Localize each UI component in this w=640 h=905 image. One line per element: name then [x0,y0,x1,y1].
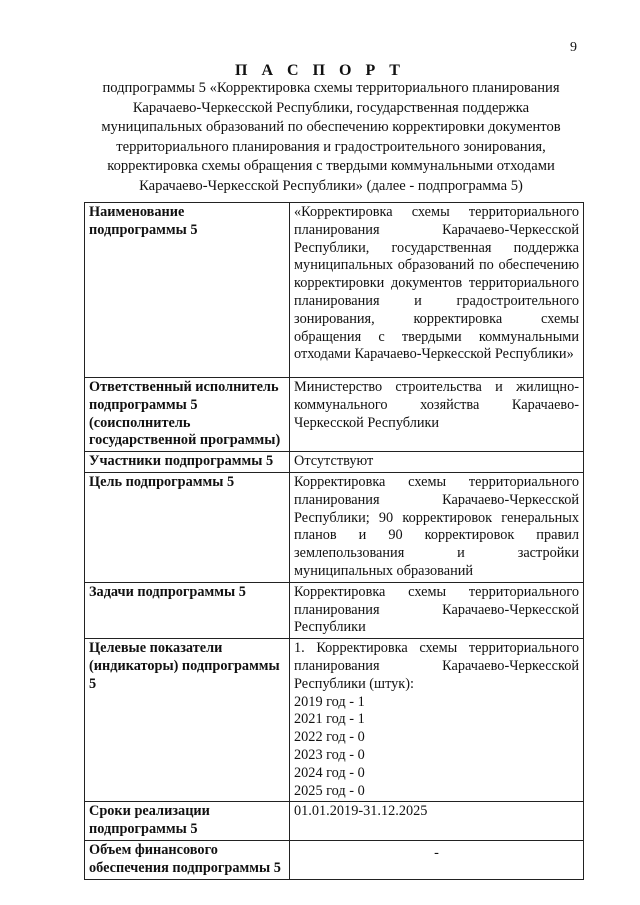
passport-table [84,202,584,880]
table-row-goal [85,472,584,582]
table-row-participants [85,452,584,473]
document-subtitle: подпрограммы 5 «Корректировка схемы территориального планирования Карачаево-Черкесской Республики, государственная поддержка муниципальных образований по обеспечению корректировки документов территориального планирования и градостроительного зонирования, корректировка схемы обращения с твердыми коммунальными отходами Карачаево-Черкесской Республики» (далее - подпрограмма 5) [101,80,561,194]
document-title: П А С П О Р Т [235,62,405,79]
row-value: Министерство строительства и жилищно-коммунального хозяйства Карачаево-Черкесской Республики [290,378,584,452]
table-row-name [85,203,584,378]
row-label: Объем финансового обеспечения подпрограммы 5 [85,840,290,879]
indicator-year: 2025 год - 0 [294,782,365,799]
indicator-year: 2019 год - 1 [294,693,365,710]
row-label: Наименование подпрограммы 5 [85,203,290,378]
table-row-tasks [85,582,584,638]
row-label: Ответственный исполнитель подпрограммы 5 (соисполнитель государственной программы) [85,378,290,452]
row-value [290,639,584,802]
indicator-year: 2023 год - 0 [294,746,365,763]
row-value: - [290,840,584,879]
table-row-funding [85,840,584,879]
indicator-year: 2021 год - 1 [294,711,365,728]
table-row-executor [85,378,584,452]
row-value: «Корректировка схемы территориального планирования Карачаево-Черкесской Республики, государственная поддержка муниципальных образований по обеспечению корректировки документов территориального планирования и градостроительного зонирования, корректировка схемы обращения с твердыми коммунальными отходами Карачаево-Черкесской Республики» [290,203,584,378]
row-label: Задачи подпрограммы 5 [85,582,290,638]
row-label: Целевые показатели (индикаторы) подпрограммы 5 [85,639,290,802]
row-value: Корректировка схемы территориального планирования Карачаево-Черкесской Республики; 90 корректировок генеральных планов и 90 корректировок правил землепользования и застройки муниципальных образований [290,472,584,582]
page-number: 9 [570,40,577,55]
row-value: Корректировка схемы территориального планирования Карачаево-Черкесской Республики [290,582,584,638]
indicator-year: 2024 год - 0 [294,764,365,781]
indicator-description: 1. Корректировка схемы территориального планирования Карачаево-Черкесской Республики (штук): [294,640,579,692]
table-row-timeline [85,802,584,841]
row-label: Участники подпрограммы 5 [85,452,290,473]
indicator-year: 2022 год - 0 [294,729,365,746]
table-row-indicators [85,639,584,802]
row-value: 01.01.2019-31.12.2025 [290,802,584,841]
row-value: Отсутствуют [290,452,584,473]
row-label: Сроки реализации подпрограммы 5 [85,802,290,841]
row-label: Цель подпрограммы 5 [85,472,290,582]
